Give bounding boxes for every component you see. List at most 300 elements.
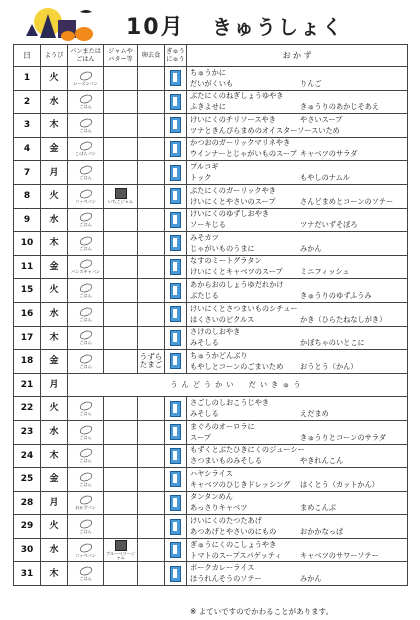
milk-icon xyxy=(170,70,181,86)
menu-item: もやしのナムル xyxy=(300,173,350,183)
menu-cell xyxy=(187,255,408,279)
menu-item: ツナだいずそぼろ xyxy=(300,220,358,230)
menu-item: まぐろのオーロラに xyxy=(190,421,255,431)
bread-cell xyxy=(68,137,104,161)
col-weekday: ようび xyxy=(41,45,68,67)
egg-cell xyxy=(138,279,165,303)
bread-label: ごはん xyxy=(79,127,92,133)
bread-icon xyxy=(68,189,103,199)
egg-cell xyxy=(138,255,165,279)
menu-cell xyxy=(187,90,408,114)
menu-item: やきれんこん xyxy=(300,456,344,466)
menu-item: ソーキじる xyxy=(190,220,226,230)
day-cell: 31 xyxy=(14,562,41,586)
jam-cell xyxy=(104,279,138,303)
menu-item: やさいスープ xyxy=(300,114,343,124)
milk-icon xyxy=(170,306,181,322)
menu-cell xyxy=(187,515,408,539)
menu-item: けいにくのゆずしおやき xyxy=(190,209,270,219)
weekday-cell: 金 xyxy=(41,137,68,161)
table-row xyxy=(14,538,408,562)
milk-icon xyxy=(170,424,181,440)
jam-cell xyxy=(104,397,138,421)
menu-item: さけのしおやき xyxy=(190,327,241,337)
menu-item: きゅうりのあかじそあえ xyxy=(300,102,380,112)
page-title: きゅうしょく xyxy=(212,15,344,39)
bread-icon xyxy=(68,71,103,81)
bread-icon xyxy=(68,141,103,151)
weekday-cell: 木 xyxy=(41,562,68,586)
weekday-cell: 水 xyxy=(41,90,68,114)
bread-cell xyxy=(68,444,104,468)
menu-item: ぎゅうにくのこしょうやき xyxy=(190,539,277,549)
page-month: 10月 xyxy=(126,15,185,40)
menu-cell xyxy=(187,208,408,232)
weekday-cell: 金 xyxy=(41,468,68,492)
weekday-cell: 金 xyxy=(41,350,68,374)
table-row xyxy=(14,468,408,492)
milk-cell xyxy=(165,184,187,208)
table-row xyxy=(14,562,408,586)
bread-icon xyxy=(68,543,103,553)
milk-icon xyxy=(170,117,181,133)
milk-cell xyxy=(165,491,187,515)
table-row xyxy=(14,255,408,279)
milk-icon xyxy=(170,283,181,299)
day-cell: 7 xyxy=(14,161,41,185)
menu-item: りんご xyxy=(300,78,322,88)
jam-cell xyxy=(104,137,138,161)
menu-cell xyxy=(187,326,408,350)
jam-cell xyxy=(104,67,138,91)
bread-label: ごはん xyxy=(79,434,92,440)
egg-cell xyxy=(138,538,165,562)
menu-item: ミニフィッシュ xyxy=(300,267,350,277)
milk-cell xyxy=(165,114,187,138)
egg-cell xyxy=(138,232,165,256)
bread-label: ごはん xyxy=(79,458,92,464)
bread-label: ごはん xyxy=(79,481,92,487)
bread-label: ごはん xyxy=(79,222,92,228)
egg-cell xyxy=(138,515,165,539)
menu-item: みかん xyxy=(300,243,322,253)
table-row xyxy=(14,137,408,161)
menu-item: トック xyxy=(190,173,212,183)
bread-cell xyxy=(68,161,104,185)
milk-icon xyxy=(170,259,181,275)
menu-item: タンタンめん xyxy=(190,492,233,502)
menu-cell xyxy=(187,444,408,468)
menu-item: きゅうりとコーンのサラダ xyxy=(300,432,387,442)
milk-icon xyxy=(170,330,181,346)
milk-icon xyxy=(170,566,181,582)
weekday-cell: 火 xyxy=(41,279,68,303)
day-cell: 4 xyxy=(14,137,41,161)
day-cell: 22 xyxy=(14,397,41,421)
egg-cell xyxy=(138,420,165,444)
milk-cell xyxy=(165,279,187,303)
bread-label: ごはん xyxy=(79,175,92,181)
menu-item: ほうれんそうのソテー xyxy=(190,574,262,584)
egg-cell xyxy=(138,562,165,586)
jam-label: ブルーベリージャム xyxy=(105,550,136,561)
bread-cell xyxy=(68,184,104,208)
bread-cell xyxy=(68,302,104,326)
menu-item: あつあげとやさいのにもの xyxy=(190,526,277,536)
jam-cell xyxy=(104,420,138,444)
weekday-cell: 水 xyxy=(41,208,68,232)
menu-item: おうとう（かん） xyxy=(300,361,358,371)
menu-item: じゃがいものうまに xyxy=(190,243,255,253)
menu-cell xyxy=(187,137,408,161)
weekday-cell: 木 xyxy=(41,326,68,350)
bread-label: ごはん xyxy=(79,528,92,534)
day-cell: 25 xyxy=(14,468,41,492)
bread-icon xyxy=(68,401,103,411)
menu-cell xyxy=(187,538,408,562)
col-day: 日 xyxy=(14,45,41,67)
weekday-cell: 月 xyxy=(41,491,68,515)
milk-cell xyxy=(165,562,187,586)
weekday-cell: 火 xyxy=(41,397,68,421)
milk-icon xyxy=(170,471,181,487)
weekday-cell: 水 xyxy=(41,302,68,326)
bread-cell xyxy=(68,279,104,303)
day-cell: 24 xyxy=(14,444,41,468)
bread-label: コッペパン xyxy=(75,552,96,558)
menu-item: あっさりキャベツ xyxy=(190,503,248,513)
menu-cell xyxy=(187,302,408,326)
table-row xyxy=(14,397,408,421)
bread-cell xyxy=(68,562,104,586)
milk-cell xyxy=(165,350,187,374)
egg-cell xyxy=(138,137,165,161)
day-cell: 29 xyxy=(14,515,41,539)
menu-item: あからおのしょうゆだれかけ xyxy=(190,280,284,289)
menu-item: ウインナーとじゃがいものスープ xyxy=(190,149,297,159)
menu-cell xyxy=(187,350,408,374)
table-row xyxy=(14,491,408,515)
bread-cell xyxy=(68,326,104,350)
weekday-cell: 木 xyxy=(41,114,68,138)
jam-cell xyxy=(104,491,138,515)
day-cell: 11 xyxy=(14,255,41,279)
milk-cell xyxy=(165,137,187,161)
day-cell: 23 xyxy=(14,420,41,444)
bread-cell xyxy=(68,397,104,421)
menu-item: さごしのしおこうじやき xyxy=(190,397,270,407)
bread-icon xyxy=(68,283,103,293)
weekday-cell: 木 xyxy=(41,232,68,256)
jam-cell xyxy=(104,90,138,114)
jam-cell xyxy=(104,161,138,185)
milk-icon xyxy=(170,401,181,417)
table-row xyxy=(14,114,408,138)
jam-cell xyxy=(104,562,138,586)
table-row xyxy=(14,184,408,208)
bread-icon xyxy=(68,330,103,340)
col-milk: ぎゅう にゅう xyxy=(165,45,187,67)
bread-icon xyxy=(68,448,103,458)
bread-label: おかずパン xyxy=(75,505,96,511)
table-row xyxy=(14,208,408,232)
menu-item: かつおのガーリックマリネやき xyxy=(190,138,291,148)
bread-label: ごはん xyxy=(79,104,92,110)
jam-cell xyxy=(104,184,138,208)
bread-label: バンズキャパン xyxy=(70,269,101,275)
bread-icon xyxy=(68,495,103,505)
col-jam: ジャムや バター等 xyxy=(104,45,138,67)
jam-cell xyxy=(104,114,138,138)
menu-cell xyxy=(187,67,408,91)
milk-cell xyxy=(165,255,187,279)
bread-icon xyxy=(68,165,103,175)
table-row xyxy=(14,67,408,91)
jam-cell xyxy=(104,302,138,326)
jam-label: いちごジャム xyxy=(107,199,134,205)
holiday-cell: うんどうかい だいきゅう xyxy=(68,373,408,397)
table-row xyxy=(14,90,408,114)
menu-item: はくとう（カットかん） xyxy=(300,479,379,489)
day-cell: 30 xyxy=(14,538,41,562)
day-cell: 3 xyxy=(14,114,41,138)
weekday-cell: 木 xyxy=(41,444,68,468)
weekday-cell: 月 xyxy=(41,373,68,397)
bread-cell xyxy=(68,90,104,114)
milk-icon xyxy=(170,542,181,558)
egg-cell xyxy=(138,114,165,138)
menu-item: きゅうりのゆずふうみ xyxy=(300,291,372,300)
menu-item: ぶたにくのガーリックやき xyxy=(190,185,276,195)
weekday-cell: 火 xyxy=(41,515,68,539)
menu-item: みそカツ xyxy=(190,232,219,242)
col-menu: お か ず xyxy=(187,45,408,67)
menu-item: かき（ひらたねなしがき） xyxy=(300,314,387,324)
menu-item: もずくとぶたひきにくのジューシー xyxy=(190,445,305,455)
menu-item: ちゅうかどんぶり xyxy=(190,350,248,360)
jam-cell xyxy=(104,232,138,256)
table-row xyxy=(14,279,408,303)
menu-item: みそしる xyxy=(190,408,219,418)
weekday-cell: 火 xyxy=(41,184,68,208)
bread-label: ごはん xyxy=(79,411,92,416)
bread-icon xyxy=(68,354,103,364)
table-row xyxy=(14,161,408,185)
bread-icon xyxy=(68,259,103,269)
milk-icon xyxy=(170,495,181,511)
table-header-row xyxy=(14,45,408,67)
table-row xyxy=(14,420,408,444)
bread-cell xyxy=(68,491,104,515)
menu-item: けいにくとさつまいものシチュー xyxy=(190,303,298,313)
jam-cell xyxy=(104,538,138,562)
bread-label: ごはん xyxy=(79,316,92,322)
bread-icon xyxy=(68,307,103,317)
menu-item: ふきよせに xyxy=(190,102,226,112)
egg-cell xyxy=(138,468,165,492)
day-cell: 21 xyxy=(14,373,41,397)
jam-cell xyxy=(104,208,138,232)
milk-cell xyxy=(165,538,187,562)
jam-cell xyxy=(104,515,138,539)
jam-cell xyxy=(104,350,138,374)
menu-item: ポークカレーライス xyxy=(190,563,255,573)
day-cell: 8 xyxy=(14,184,41,208)
menu-item: ツナときんぴらまめのオイスターソースいため xyxy=(190,125,340,135)
footnote: ※ よていですのでかわることがあります。 xyxy=(190,607,334,616)
menu-item: スープ xyxy=(190,432,211,442)
bread-label: こばらパン xyxy=(75,151,96,157)
bread-cell xyxy=(68,350,104,374)
menu-item: ぶたにくのねぎしょうゆやき xyxy=(190,91,284,101)
jam-cell xyxy=(104,326,138,350)
menu-cell xyxy=(187,397,408,421)
day-cell: 16 xyxy=(14,302,41,326)
menu-table xyxy=(13,44,408,586)
menu-item: けいにくのたつたあげ xyxy=(190,515,262,525)
day-cell: 18 xyxy=(14,350,41,374)
jam-icon xyxy=(115,540,127,551)
egg-cell xyxy=(138,161,165,185)
menu-cell xyxy=(187,114,408,138)
milk-icon xyxy=(170,165,181,181)
menu-cell xyxy=(187,468,408,492)
col-egg: 卵去食 xyxy=(138,45,165,67)
milk-icon xyxy=(170,519,181,535)
menu-cell xyxy=(187,491,408,515)
menu-item: トマトのスープスパゲッティ xyxy=(190,550,282,560)
egg-cell xyxy=(138,397,165,421)
table-row xyxy=(14,350,408,374)
egg-label: うずら たまご xyxy=(139,352,163,370)
bread-cell xyxy=(68,255,104,279)
egg-cell xyxy=(138,350,165,374)
menu-item: けいにくのチリソースやき xyxy=(190,114,276,124)
menu-item: ぶたじる xyxy=(190,291,219,300)
bread-icon xyxy=(68,425,103,435)
egg-cell xyxy=(138,67,165,91)
milk-cell xyxy=(165,444,187,468)
jam-cell xyxy=(104,468,138,492)
menu-item: みかん xyxy=(300,574,322,584)
weekday-cell: 火 xyxy=(41,67,68,91)
table-row xyxy=(14,373,408,397)
milk-icon xyxy=(170,353,181,369)
menu-item: みそしる xyxy=(190,338,219,348)
jam-icon xyxy=(115,188,127,199)
menu-item: キャベツのサワーソテー xyxy=(300,550,379,560)
day-cell: 28 xyxy=(14,491,41,515)
bread-cell xyxy=(68,468,104,492)
menu-item: けいにくとキャベツのスープ xyxy=(190,267,283,277)
menu-cell xyxy=(187,420,408,444)
menu-item: かぼちゃのいとこに xyxy=(300,338,365,348)
milk-icon xyxy=(170,188,181,204)
milk-cell xyxy=(165,232,187,256)
bread-label: ごはん xyxy=(79,245,92,251)
table-row xyxy=(14,515,408,539)
day-cell: 2 xyxy=(14,90,41,114)
milk-cell xyxy=(165,326,187,350)
bread-label: ごはん xyxy=(79,340,92,346)
menu-item: キャベツのサラダ xyxy=(300,149,358,159)
milk-cell xyxy=(165,397,187,421)
bread-cell xyxy=(68,208,104,232)
milk-icon xyxy=(170,141,181,157)
menu-item: もやしとコーンのごまいため xyxy=(190,361,284,371)
milk-cell xyxy=(165,161,187,185)
milk-cell xyxy=(165,67,187,91)
egg-cell xyxy=(138,444,165,468)
menu-cell xyxy=(187,232,408,256)
milk-cell xyxy=(165,208,187,232)
menu-cell xyxy=(187,184,408,208)
table-row xyxy=(14,444,408,468)
jam-cell xyxy=(104,444,138,468)
weekday-cell: 金 xyxy=(41,255,68,279)
day-cell: 9 xyxy=(14,208,41,232)
bread-cell xyxy=(68,232,104,256)
weekday-cell: 水 xyxy=(41,538,68,562)
menu-item: だいがくいも xyxy=(190,78,234,88)
bread-label: コッペパン xyxy=(75,198,96,204)
menu-item: おかかなっぱ xyxy=(300,526,344,536)
egg-cell xyxy=(138,302,165,326)
bread-icon xyxy=(68,472,103,482)
bread-cell xyxy=(68,538,104,562)
bread-icon xyxy=(68,236,103,246)
menu-item: ちゅうかに xyxy=(190,67,226,77)
table-row xyxy=(14,326,408,350)
menu-cell xyxy=(187,161,408,185)
milk-icon xyxy=(170,235,181,251)
table-row xyxy=(14,232,408,256)
halloween-icon xyxy=(18,6,106,42)
milk-icon xyxy=(170,212,181,228)
egg-cell xyxy=(138,184,165,208)
bread-cell xyxy=(68,67,104,91)
egg-cell xyxy=(138,326,165,350)
bread-cell xyxy=(68,515,104,539)
menu-item: けいにくとやさいのスープ xyxy=(190,196,276,206)
bread-label: ごはん xyxy=(79,363,92,369)
page-header xyxy=(0,0,420,44)
menu-item: なすのミートグラタン xyxy=(190,256,262,266)
milk-icon xyxy=(170,448,181,464)
egg-cell xyxy=(138,90,165,114)
milk-cell xyxy=(165,515,187,539)
table-row xyxy=(14,302,408,326)
menu-item: まめこんぶ xyxy=(300,503,336,513)
milk-cell xyxy=(165,90,187,114)
menu-item: ハヤシライス xyxy=(190,468,233,478)
day-cell: 10 xyxy=(14,232,41,256)
col-bread: パンまたは ごはん xyxy=(68,45,104,67)
bread-icon xyxy=(68,212,103,222)
bread-label: レーズンパン xyxy=(73,80,98,86)
egg-cell xyxy=(138,491,165,515)
milk-cell xyxy=(165,468,187,492)
egg-cell xyxy=(138,208,165,232)
day-cell: 1 xyxy=(14,67,41,91)
milk-cell xyxy=(165,302,187,326)
bread-label: ごはん xyxy=(79,293,92,299)
menu-item: えだまめ xyxy=(300,408,329,418)
bread-label: ごはん xyxy=(79,576,92,582)
milk-cell xyxy=(165,420,187,444)
menu-cell xyxy=(187,562,408,586)
bread-cell xyxy=(68,114,104,138)
